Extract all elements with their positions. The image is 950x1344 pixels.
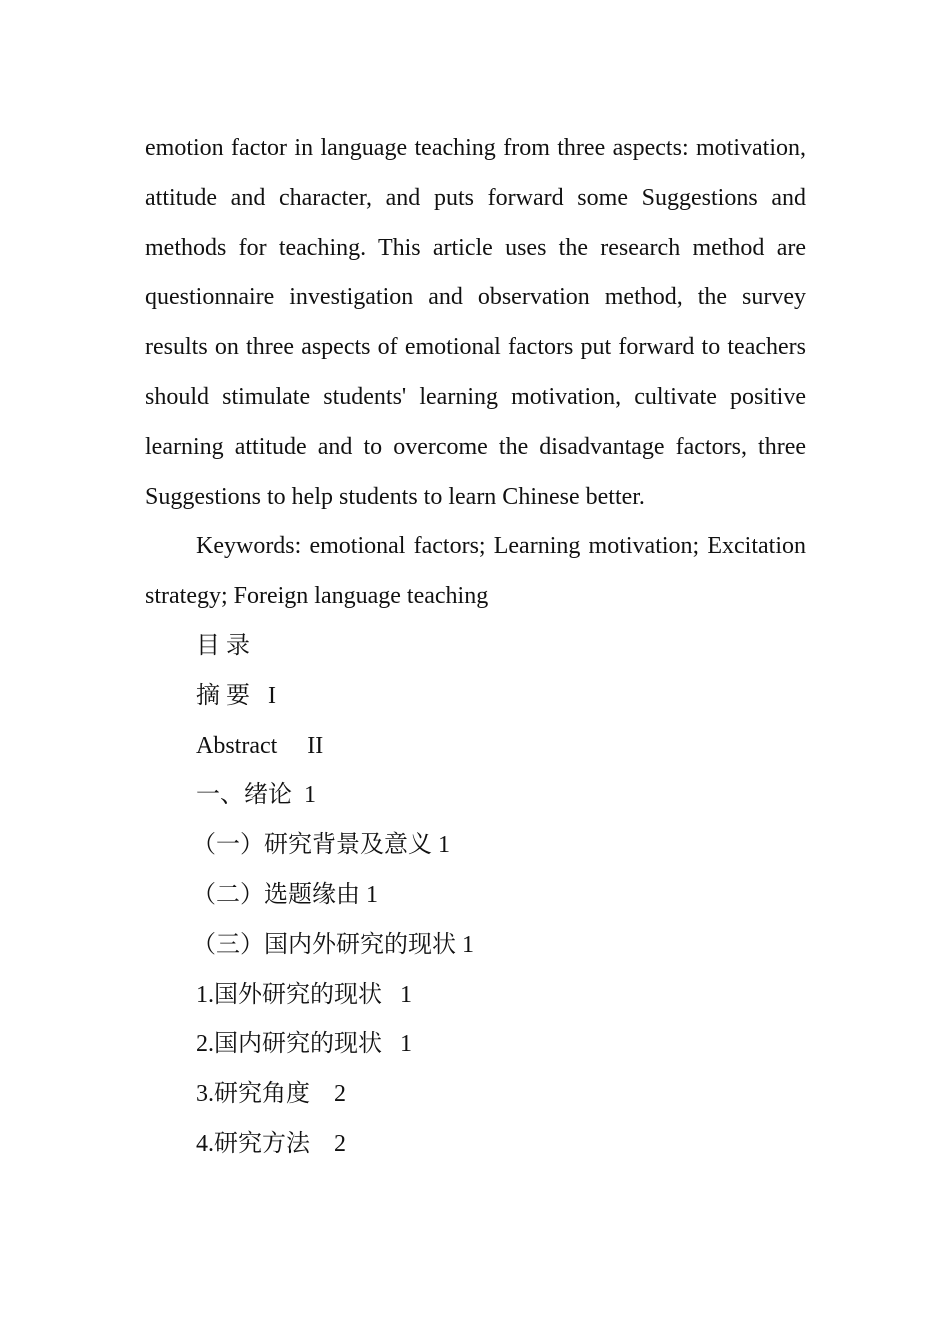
keywords-paragraph: Keywords: emotional factors; Learning motivation; Excitation strategy; Foreign language teaching <box>145 533 806 610</box>
toc-entry-background: （一）研究背景及意义 1 <box>192 832 450 859</box>
toc-entry-introduction: 一、绪论 1 <box>196 782 316 809</box>
document-body <box>145 124 806 1170</box>
toc-title: 目 录 <box>196 632 250 659</box>
toc-entry-research-angle: 3.研究角度 2 <box>196 1081 346 1108</box>
toc-entry-abstract: Abstract II <box>196 732 324 759</box>
toc-entry-topic-reason: （二）选题缘由 1 <box>192 881 378 908</box>
table-of-contents <box>145 622 806 1170</box>
toc-entry-research-method: 4.研究方法 2 <box>196 1130 346 1157</box>
toc-entry-foreign-research: 1.国外研究的现状 1 <box>196 981 412 1008</box>
toc-entry-zhaiyao: 摘 要 I <box>196 682 276 709</box>
abstract-paragraph: emotion factor in language teaching from three aspects: motivation, attitude and character, and puts forward some Suggestions and methods for teaching. This article uses the research method are questionnaire investigation and observation method, the survey results on three aspects of emotional factors put forward to teachers should stimulate students' learning motivation, cultivate positive learning attitude and to overcome the disadvantage factors, three Suggestions to help students to learn Chinese better. <box>145 135 806 510</box>
toc-entry-domestic-research: 2.国内研究的现状 1 <box>196 1031 412 1058</box>
toc-entry-research-status: （三）国内外研究的现状 1 <box>192 931 474 958</box>
